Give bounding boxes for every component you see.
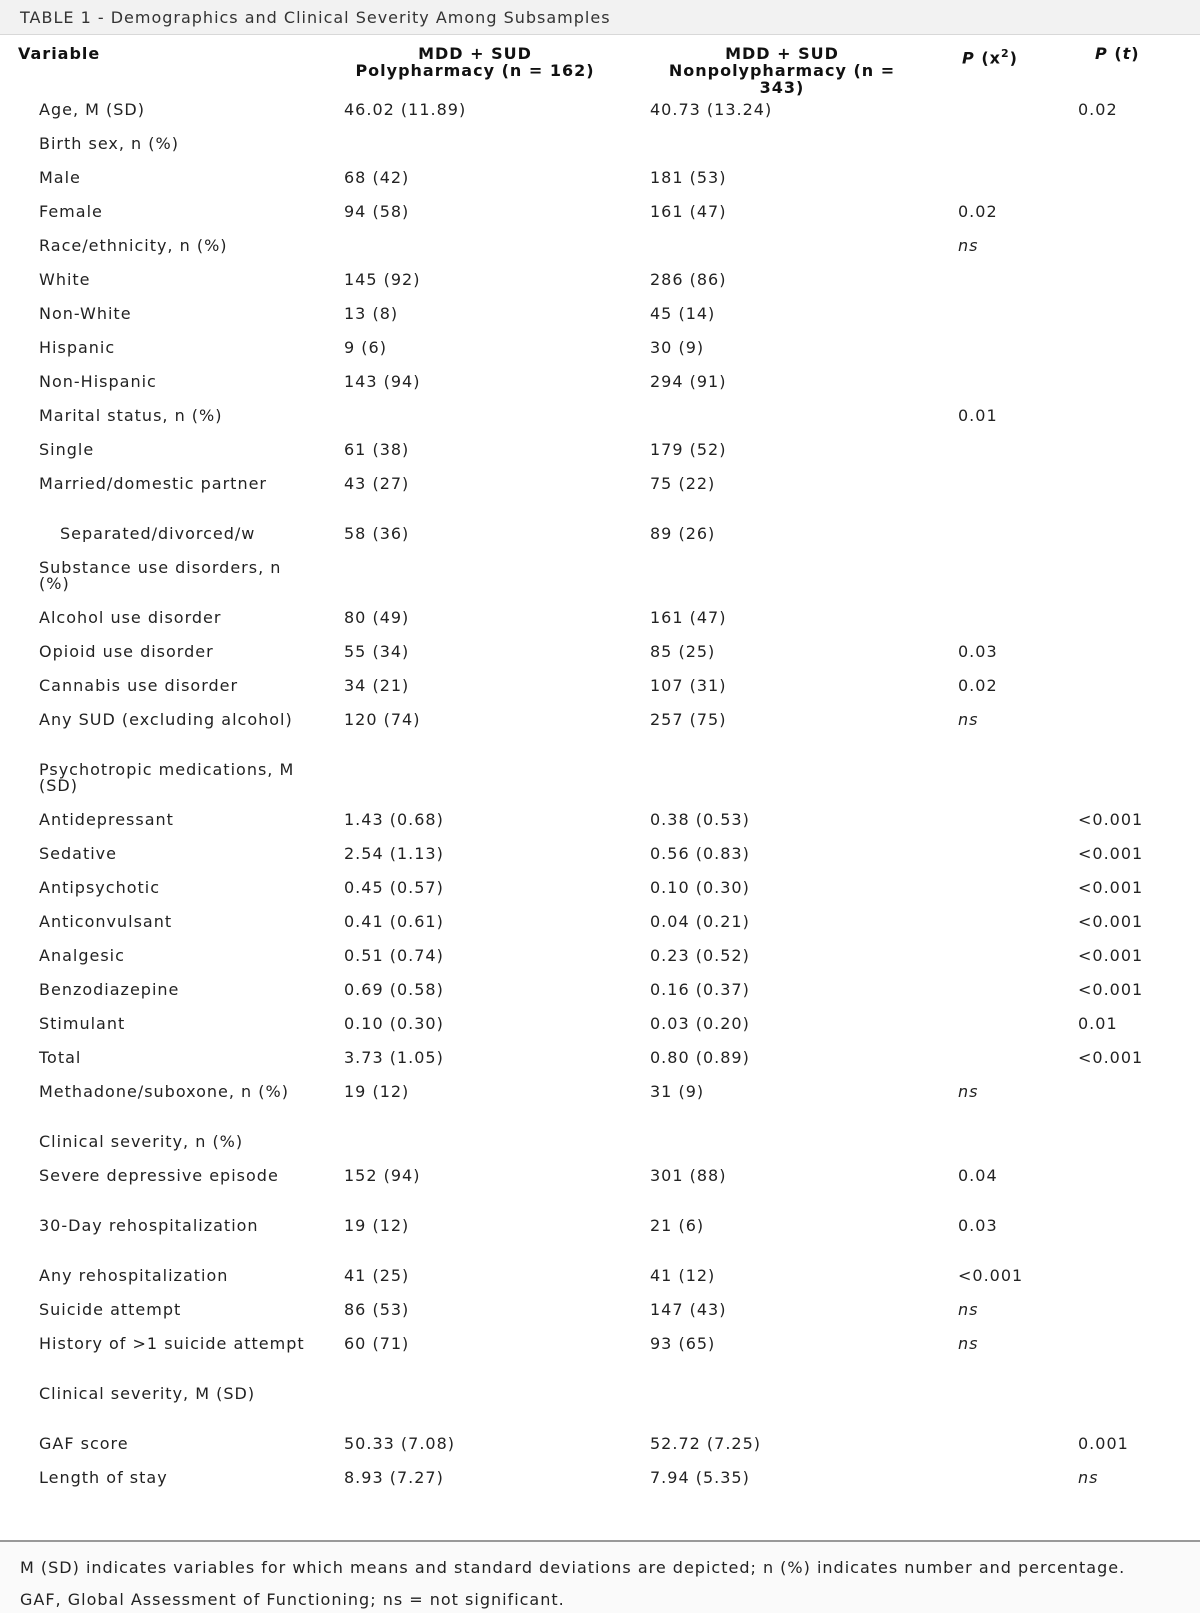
header-p-chi-square (962, 45, 1018, 66)
header-variable: Variable (18, 44, 101, 63)
row-polypharmacy-value: 1.43 (0.68) (344, 810, 444, 829)
row-polypharmacy-value: 50.33 (7.08) (344, 1434, 455, 1453)
row-polypharmacy-value: 8.93 (7.27) (344, 1468, 444, 1487)
footnote-line-1: M (SD) indicates variables for which means and standard deviations are depicted; n (%) indicates number and percentage. (20, 1558, 1126, 1577)
row-p-t: ns (1078, 1468, 1099, 1487)
row-label: Severe depressive episode (39, 1166, 279, 1185)
row-polypharmacy-value: 58 (36) (344, 524, 410, 543)
row-p-t: 0.001 (1078, 1434, 1129, 1453)
row-label: Cannabis use disorder (39, 676, 239, 695)
row-label: 30-Day rehospitalization (39, 1216, 259, 1235)
row-polypharmacy-value: 19 (12) (344, 1082, 410, 1101)
row-label: Clinical severity, n (%) (39, 1132, 244, 1151)
row-polypharmacy-value: 0.45 (0.57) (344, 878, 444, 897)
row-polypharmacy-value: 34 (21) (344, 676, 410, 695)
row-polypharmacy-value: 120 (74) (344, 710, 421, 729)
row-nonpolypharmacy-value: 0.38 (0.53) (650, 810, 750, 829)
row-polypharmacy-value: 145 (92) (344, 270, 421, 289)
row-label: Age, M (SD) (39, 100, 145, 119)
row-polypharmacy-value: 2.54 (1.13) (344, 844, 444, 863)
row-label: Male (39, 168, 81, 187)
row-label: Clinical severity, M (SD) (39, 1384, 256, 1403)
header-p-chi-close: ) (1009, 48, 1018, 68)
row-p-chi-square: 0.02 (958, 202, 998, 221)
row-nonpolypharmacy-value: 21 (6) (650, 1216, 705, 1235)
row-label: Non-Hispanic (39, 372, 157, 391)
table-title: TABLE 1 - Demographics and Clinical Severity Among Subsamples (20, 8, 611, 27)
table-title-bar (0, 0, 1200, 35)
row-nonpolypharmacy-value: 7.94 (5.35) (650, 1468, 750, 1487)
row-label: Opioid use disorder (39, 642, 214, 661)
row-polypharmacy-value: 80 (49) (344, 608, 410, 627)
row-polypharmacy-value: 0.41 (0.61) (344, 912, 444, 931)
row-p-chi-square: 0.02 (958, 676, 998, 695)
row-p-t: <0.001 (1078, 912, 1144, 931)
row-polypharmacy-value: 3.73 (1.05) (344, 1048, 444, 1067)
row-p-t: <0.001 (1078, 946, 1144, 965)
row-label: Married/domestic partner (39, 474, 268, 493)
row-polypharmacy-value: 46.02 (11.89) (344, 100, 467, 119)
row-nonpolypharmacy-value: 0.80 (0.89) (650, 1048, 750, 1067)
header-p-t (1095, 45, 1140, 62)
row-nonpolypharmacy-value: 75 (22) (650, 474, 716, 493)
row-p-chi-square: ns (958, 1082, 979, 1101)
row-nonpolypharmacy-value: 89 (26) (650, 524, 716, 543)
header-nonpoly-line3: 343) (759, 78, 805, 97)
row-nonpolypharmacy-value: 0.04 (0.21) (650, 912, 750, 931)
row-label: Alcohol use disorder (39, 608, 222, 627)
row-p-chi-square: ns (958, 236, 979, 255)
row-nonpolypharmacy-value: 0.03 (0.20) (650, 1014, 750, 1033)
header-nonpoly-line1: MDD + SUD (725, 44, 839, 63)
row-p-t: 0.01 (1078, 1014, 1118, 1033)
row-label: Psychotropic medications, M (SD) (39, 760, 295, 795)
header-poly-line2: Polypharmacy (n = 162) (355, 61, 595, 80)
row-p-chi-square: 0.04 (958, 1166, 998, 1185)
row-nonpolypharmacy-value: 147 (43) (650, 1300, 727, 1319)
row-label: History of >1 suicide attempt (39, 1334, 305, 1353)
row-p-chi-square: <0.001 (958, 1266, 1024, 1285)
row-label: Substance use disorders, n (%) (39, 558, 282, 593)
row-label: Antidepressant (39, 810, 174, 829)
row-nonpolypharmacy-value: 294 (91) (650, 372, 727, 391)
row-label: Any SUD (excluding alcohol) (39, 710, 293, 729)
row-polypharmacy-value: 60 (71) (344, 1334, 410, 1353)
row-nonpolypharmacy-value: 161 (47) (650, 608, 727, 627)
footnote-line-2: GAF, Global Assessment of Functioning; ns = not significant. (20, 1590, 565, 1609)
row-p-chi-square: ns (958, 1334, 979, 1353)
row-nonpolypharmacy-value: 286 (86) (650, 270, 727, 289)
row-p-chi-square: ns (958, 710, 979, 729)
row-polypharmacy-value: 0.69 (0.58) (344, 980, 444, 999)
row-nonpolypharmacy-value: 301 (88) (650, 1166, 727, 1185)
row-p-t: <0.001 (1078, 844, 1144, 863)
row-label: Birth sex, n (%) (39, 134, 179, 153)
row-nonpolypharmacy-value: 52.72 (7.25) (650, 1434, 761, 1453)
header-p-chi-sup: 2 (1000, 47, 1010, 60)
header-p-chi-open: (x (981, 48, 1001, 68)
header-p-t-open: ( (1114, 44, 1123, 63)
row-p-t: 0.02 (1078, 100, 1118, 119)
row-label: Race/ethnicity, n (%) (39, 236, 228, 255)
row-polypharmacy-value: 0.10 (0.30) (344, 1014, 444, 1033)
row-label: Marital status, n (%) (39, 406, 223, 425)
header-p-t-close: ) (1131, 44, 1140, 63)
row-nonpolypharmacy-value: 40.73 (13.24) (650, 100, 773, 119)
row-polypharmacy-value: 68 (42) (344, 168, 410, 187)
row-polypharmacy-value: 9 (6) (344, 338, 387, 357)
row-nonpolypharmacy-value: 107 (31) (650, 676, 727, 695)
row-p-t: <0.001 (1078, 810, 1144, 829)
row-p-chi-square: 0.03 (958, 1216, 998, 1235)
row-label: Hispanic (39, 338, 116, 357)
row-nonpolypharmacy-value: 31 (9) (650, 1082, 705, 1101)
row-nonpolypharmacy-value: 0.16 (0.37) (650, 980, 750, 999)
row-nonpolypharmacy-value: 41 (12) (650, 1266, 716, 1285)
row-p-t: <0.001 (1078, 980, 1144, 999)
row-label: Methadone/suboxone, n (%) (39, 1082, 289, 1101)
row-p-chi-square: 0.01 (958, 406, 998, 425)
row-nonpolypharmacy-value: 45 (14) (650, 304, 716, 323)
row-nonpolypharmacy-value: 0.56 (0.83) (650, 844, 750, 863)
row-nonpolypharmacy-value: 93 (65) (650, 1334, 716, 1353)
row-label: Suicide attempt (39, 1300, 182, 1319)
row-p-t: <0.001 (1078, 1048, 1144, 1067)
row-polypharmacy-value: 143 (94) (344, 372, 421, 391)
row-label: Sedative (39, 844, 117, 863)
row-label: Anticonvulsant (39, 912, 173, 931)
header-p-t-t: t (1122, 44, 1132, 63)
row-nonpolypharmacy-value: 0.23 (0.52) (650, 946, 750, 965)
row-polypharmacy-value: 19 (12) (344, 1216, 410, 1235)
row-polypharmacy-value: 86 (53) (344, 1300, 410, 1319)
row-nonpolypharmacy-value: 85 (25) (650, 642, 716, 661)
row-polypharmacy-value: 152 (94) (344, 1166, 421, 1185)
row-nonpolypharmacy-value: 161 (47) (650, 202, 727, 221)
row-polypharmacy-value: 0.51 (0.74) (344, 946, 444, 965)
row-label: Stimulant (39, 1014, 126, 1033)
table-footnote (0, 1540, 1200, 1613)
row-label: Non-White (39, 304, 132, 323)
row-label: GAF score (39, 1434, 129, 1453)
row-polypharmacy-value: 61 (38) (344, 440, 410, 459)
row-label: Analgesic (39, 946, 125, 965)
row-polypharmacy-value: 94 (58) (344, 202, 410, 221)
row-label: Total (39, 1048, 82, 1067)
row-p-chi-square: ns (958, 1300, 979, 1319)
header-p-chi-p: P (962, 48, 975, 68)
row-label: Antipsychotic (39, 878, 161, 897)
row-nonpolypharmacy-value: 0.10 (0.30) (650, 878, 750, 897)
row-label: Benzodiazepine (39, 980, 180, 999)
row-label: Single (39, 440, 95, 459)
row-label: Any rehospitalization (39, 1266, 229, 1285)
row-p-t: <0.001 (1078, 878, 1144, 897)
row-polypharmacy-value: 43 (27) (344, 474, 410, 493)
row-nonpolypharmacy-value: 257 (75) (650, 710, 727, 729)
row-nonpolypharmacy-value: 179 (52) (650, 440, 727, 459)
row-label: Female (39, 202, 103, 221)
row-label: Length of stay (39, 1468, 168, 1487)
row-polypharmacy-value: 55 (34) (344, 642, 410, 661)
header-nonpolypharmacy (632, 45, 932, 96)
header-nonpoly-line2: Nonpolypharmacy (n = (668, 61, 896, 80)
row-polypharmacy-value: 41 (25) (344, 1266, 410, 1285)
header-poly-line1: MDD + SUD (418, 44, 532, 63)
row-label: White (39, 270, 91, 289)
header-p-t-p: P (1095, 44, 1108, 63)
row-nonpolypharmacy-value: 30 (9) (650, 338, 705, 357)
row-nonpolypharmacy-value: 181 (53) (650, 168, 727, 187)
row-p-chi-square: 0.03 (958, 642, 998, 661)
row-label: Separated/divorced/w (60, 526, 256, 542)
header-polypharmacy (320, 45, 630, 79)
row-polypharmacy-value: 13 (8) (344, 304, 399, 323)
